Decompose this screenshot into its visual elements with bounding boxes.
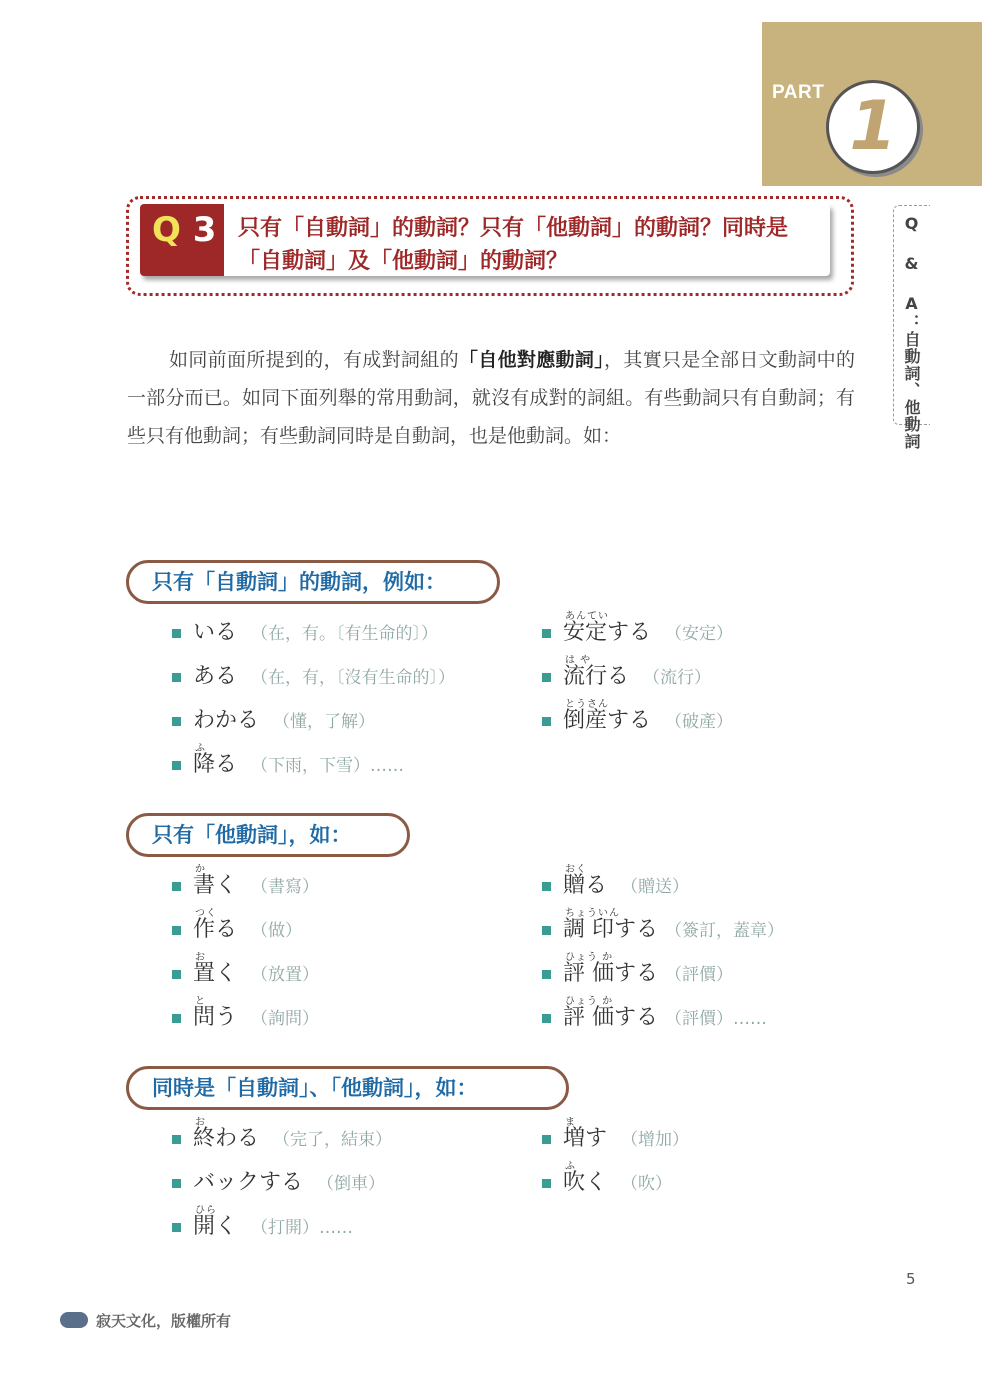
word-gloss: （在，有，〔沒有生命的〕） [251,668,455,688]
word-japanese: 作る [193,917,238,942]
word-japanese: 評 価する [563,1005,658,1030]
publisher-logo [60,1312,88,1328]
word-gloss: （增加） [621,1130,689,1150]
bullet-square-icon [542,1135,551,1144]
bullet-square-icon [172,926,181,935]
word-furigana: ひら [195,1205,217,1216]
word-furigana: あんてい [565,611,609,622]
word-japanese: 贈る [563,873,608,898]
word-gloss: （下雨，下雪）…… [251,756,404,776]
word-gloss: （放置） [251,965,319,985]
word-japanese: 倒産する [563,708,652,733]
word-furigana: ふ [565,1161,576,1172]
word-japanese: 問う [193,1005,238,1030]
bullet-square-icon [172,717,181,726]
word-japanese: 増す [563,1126,608,1151]
word-furigana: ひょう か [565,996,614,1007]
word-japanese: 安定する [563,620,652,645]
word-gloss: （懂，了解） [273,712,375,732]
word-japanese: いる [193,620,238,645]
word-furigana: ひょう か [565,952,614,963]
intro-paragraph: 如同前面所提到的，有成對詞組的「自他對應動詞」，其實只是全部日文動詞中的一部分而已。如同下面列舉的常用動詞，就沒有成對的詞組。有些動詞只有自動詞；有些只有他動詞；有些動詞同時是自動詞，也是他動詞。如： [127,349,855,447]
bullet-square-icon [542,970,551,979]
bullet-square-icon [542,882,551,891]
bullet-square-icon [542,629,551,638]
word-japanese: バックする [193,1170,304,1195]
word-gloss: （贈送） [621,877,689,897]
word-japanese: 置く [193,961,238,986]
bullet-square-icon [542,673,551,682]
bullet-square-icon [172,882,181,891]
word-japanese: 吹く [563,1170,608,1195]
word-japanese: 評 価する [563,961,658,986]
word-gloss: （倒車） [317,1174,385,1194]
word-furigana: は や [565,655,592,666]
word-furigana: ふ [195,743,206,754]
word-gloss: （做） [251,921,302,941]
side-chapter-label: Q & A：自動詞、他動詞 [902,214,921,450]
bullet-square-icon [172,1135,181,1144]
word-gloss: （書寫） [251,877,319,897]
word-furigana: つく [195,908,217,919]
word-gloss: （評價） [665,965,733,985]
word-gloss: （安定） [665,624,733,644]
bullet-square-icon [542,1179,551,1188]
word-gloss: （詢問） [251,1009,319,1029]
word-japanese: 開く [193,1214,238,1239]
word-furigana: とうさん [565,699,609,710]
word-japanese: ある [193,664,238,689]
word-japanese: 流行る [563,664,630,689]
bullet-square-icon [172,629,181,638]
bullet-square-icon [542,1014,551,1023]
section-title-transitive: 只有「他動詞」，如： [152,823,352,847]
word-gloss: （打開）…… [251,1218,353,1238]
word-gloss: （吹） [621,1174,672,1194]
word-furigana: ちょういん [565,908,620,919]
word-furigana: お [195,1117,206,1128]
bullet-square-icon [542,926,551,935]
word-furigana: おく [565,864,587,875]
bullet-square-icon [172,761,181,770]
question-badge-label: Q 3 [152,210,217,250]
word-furigana: と [195,996,206,1007]
word-furigana: か [195,864,206,875]
question-title: 只有「自動詞」的動詞？只有「他動詞」的動詞？同時是「自動詞」及「他動詞」的動詞？ [238,216,789,274]
word-japanese: 降る [193,752,238,777]
word-japanese: わかる [193,708,260,733]
bullet-square-icon [172,1014,181,1023]
bullet-square-icon [172,970,181,979]
part-number: 1 [849,87,897,166]
word-furigana: ま [565,1117,576,1128]
bullet-square-icon [172,673,181,682]
word-gloss: （在，有。〔有生命的〕） [251,624,438,644]
word-gloss: （破產） [665,712,733,732]
word-japanese: 調 印する [563,917,658,942]
section-title-intransitive: 只有「自動詞」的動詞，例如： [152,570,446,594]
word-gloss: （完了，結束） [273,1130,392,1150]
word-gloss: （簽訂，蓋章） [665,921,784,941]
word-japanese: 書く [193,873,238,898]
word-furigana: お [195,952,206,963]
word-gloss: （流行） [643,668,711,688]
part-label: PART [772,82,825,103]
page-number: 5 [906,1270,916,1288]
word-gloss: （評價）…… [665,1009,767,1029]
bullet-square-icon [542,717,551,726]
intro-bold-term: 「自他對應動詞」 [458,349,605,371]
bullet-square-icon [172,1179,181,1188]
word-japanese: 終わる [193,1126,260,1151]
bullet-square-icon [172,1223,181,1232]
publisher-copyright: 寂天文化，版權所有 [96,1312,232,1330]
section-title-both: 同時是「自動詞」、「他動詞」，如： [152,1076,478,1100]
